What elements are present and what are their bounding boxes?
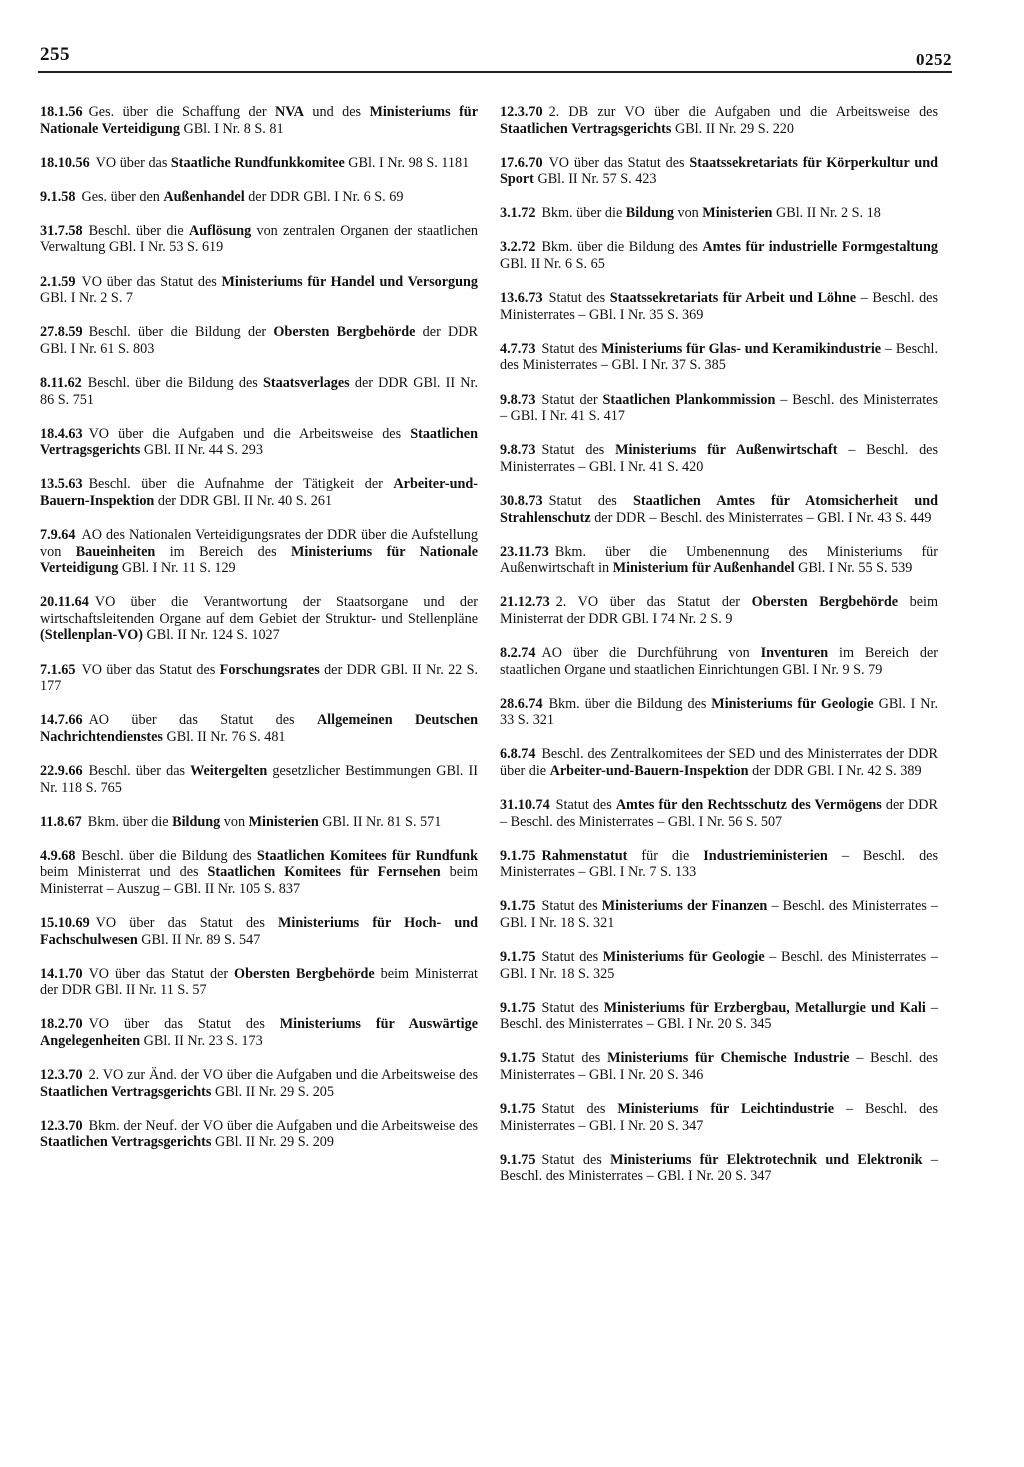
entry-subject: Staatlichen Vertragsgerichts	[40, 1083, 212, 1100]
entry-date: 9.1.58	[40, 188, 76, 205]
entry-date: 12.3.70	[40, 1117, 83, 1134]
entry-subject: Bildung	[172, 813, 221, 830]
entry-date: 9.1.75	[500, 898, 536, 915]
register-entry	[40, 763, 478, 796]
entry-date: 6.8.74	[500, 746, 536, 763]
entry-subject: Bildung	[625, 205, 674, 222]
entry-text: GBl. II Nr. 76 S. 481	[162, 728, 286, 745]
entry-text: Statut des	[541, 1101, 618, 1118]
entry-text: Statut des	[548, 492, 634, 509]
entry-text: Bkm. über die	[541, 205, 626, 222]
register-entry	[40, 966, 478, 999]
entry-date: 9.1.75	[500, 949, 536, 966]
entry-text: Bkm. über die Bildung des	[548, 695, 712, 712]
entry-date: 9.1.75	[500, 999, 536, 1016]
entry-date: 3.1.72	[500, 205, 536, 222]
entry-text: VO über die Verantwortung der Staatsorgane und der wirtschaftsleitenden Organe auf dem Gebiet der Struktur- und Stellenpläne	[40, 594, 478, 627]
entry-text: GBl. II Nr. 124 S. 1027	[142, 627, 280, 644]
entry-text: GBl. I Nr. 2 S. 7	[40, 290, 134, 307]
entry-date: 13.5.63	[40, 476, 83, 493]
entry-text: – Beschl. des Ministerrates – GBl. I Nr. 18 S. 321	[500, 898, 939, 931]
entry-subject: Ministeriums für Auswärtige Angelegenheiten	[40, 1016, 478, 1049]
entry-text: Statut des	[548, 290, 610, 307]
entry-subject: Obersten Bergbehörde	[751, 594, 899, 611]
entry-text: GBl. II Nr. 57 S. 423	[533, 171, 657, 188]
register-entry	[40, 848, 478, 898]
entry-date: 12.3.70	[500, 104, 543, 120]
entry-subject: Staatssekretariats für Arbeit und Löhne	[609, 290, 857, 307]
entry-date: 9.1.75	[500, 847, 536, 864]
page-header	[0, 0, 1024, 80]
register-entry	[40, 1016, 478, 1049]
register-entry	[500, 104, 938, 137]
entry-text: GBl. II Nr. 81 S. 571	[318, 813, 442, 830]
entry-text: für die	[627, 847, 704, 864]
entry-text: der DDR GBl. I Nr. 6 S. 69	[244, 188, 404, 205]
entry-text: VO über die Aufgaben und die Arbeitsweise des	[88, 425, 411, 442]
entry-text: Beschl. über die Bildung des	[81, 847, 257, 864]
entry-text: AO über die Durchführung von	[541, 644, 761, 661]
entry-date: 4.7.73	[500, 340, 536, 357]
entry-text: VO über das Statut des	[88, 1016, 280, 1033]
register-entry	[500, 239, 938, 272]
entry-subject: Ministeriums für Nationale Verteidigung	[40, 104, 478, 137]
register-entry	[500, 544, 938, 577]
register-entry	[40, 155, 478, 172]
entry-text: von zentralen Organen der staatlichen Verwaltung GBl. I Nr. 53 S. 619	[40, 222, 479, 256]
entry-subject: Forschungsrates	[219, 661, 320, 678]
entry-text: Statut des	[541, 898, 602, 915]
entry-text: Statut des	[541, 1050, 608, 1067]
entry-date: 7.1.65	[40, 661, 76, 678]
entry-date: 14.7.66	[40, 712, 83, 729]
entry-text: im Bereich der staatlichen Organe und staatlichen Einrichtungen GBl. I Nr. 9 S. 79	[500, 644, 939, 678]
entry-text: Beschl. des Zentralkomitees der SED und des Ministerrates der DDR über die	[500, 746, 938, 779]
entry-text: AO des Nationalen Verteidigungsrates der DDR über die Aufstellung von	[40, 527, 478, 560]
entry-text: Beschl. über die Bildung des	[87, 374, 263, 391]
entry-subject: Obersten Bergbehörde	[273, 324, 416, 341]
register-entry	[40, 712, 478, 745]
entry-text: Beschl. über das	[88, 762, 191, 779]
register-entry	[500, 746, 938, 779]
entry-subject: Weitergelten	[190, 762, 268, 779]
entry-text: – Beschl. des Ministerrates – GBl. I Nr. 41 S. 420	[500, 442, 938, 475]
entry-subject: Staatlichen Komitees für Rundfunk	[256, 847, 478, 864]
entry-text: GBl. II Nr. 44 S. 293	[140, 442, 263, 459]
register-entry	[500, 594, 938, 627]
entry-date: 31.7.58	[40, 222, 83, 239]
entry-text: – Beschl. des Ministerrates – GBl. I Nr. 20 S. 345	[500, 999, 938, 1033]
entry-text: GBl. I Nr. 8 S. 81	[179, 120, 284, 137]
entry-date: 9.1.75	[500, 1101, 536, 1118]
entry-subject: Ministerien	[248, 813, 319, 830]
entry-text: Bkm. über die	[87, 813, 173, 830]
entry-text: Statut des	[541, 999, 604, 1016]
entry-subject: Staatlichen Amtes für Atomsicherheit und Strahlenschutz	[500, 492, 938, 526]
entry-subject: Staatlichen Vertragsgerichts	[40, 425, 478, 459]
entry-text: GBl. II Nr. 2 S. 18	[772, 205, 881, 222]
register-entry	[40, 375, 478, 408]
entry-date: 18.2.70	[40, 1016, 83, 1033]
entry-subject: Baueinheiten	[75, 543, 156, 560]
register-entry	[500, 493, 938, 526]
register-entry	[500, 645, 938, 678]
entry-date: 15.10.69	[40, 915, 90, 931]
entry-text: VO über das Statut des	[81, 273, 222, 290]
entry-date: 9.8.73	[500, 442, 536, 459]
register-entry	[500, 949, 938, 982]
entry-date: 18.10.56	[40, 154, 90, 171]
register-entry	[500, 696, 938, 729]
entry-text: 2. VO über das Statut der	[555, 594, 752, 611]
entry-text: Beschl. über die Aufnahme der Tätigkeit der	[88, 476, 394, 493]
entry-text: im Bereich des	[155, 543, 292, 560]
register-entry	[500, 392, 938, 425]
register-entry	[40, 324, 478, 357]
entry-text: GBl. II Nr. 29 S. 209	[211, 1134, 334, 1151]
entry-subject: Ministeriums für Handel und Versorgung	[221, 273, 478, 290]
entry-subject: Rahmenstatut	[541, 847, 628, 864]
entry-subject: Staatlichen Vertragsgerichts	[500, 120, 672, 137]
entry-date: 18.4.63	[40, 425, 83, 442]
entry-date: 21.12.73	[500, 594, 550, 611]
entry-date: 3.2.72	[500, 239, 536, 256]
entry-text: VO über das Statut der	[88, 965, 235, 982]
register-entry	[500, 1101, 938, 1134]
entry-subject: Staatliche Rundfunkkomitee	[170, 154, 345, 171]
entry-text: – Beschl. des Ministerrates – GBl. I Nr. 7 S. 133	[500, 847, 938, 881]
entry-date: 23.11.73	[500, 543, 549, 560]
entry-subject: Ministeriums für Geologie	[602, 949, 765, 966]
entry-subject: Arbeiter-und-Bauern-Inspektion	[40, 476, 478, 509]
entry-text: Beschl. über die	[88, 222, 189, 239]
entry-date: 13.6.73	[500, 290, 543, 307]
entry-text: Statut der	[541, 391, 603, 408]
entry-subject: Ministeriums für Geologie	[711, 695, 874, 712]
entry-text: Beschl. über die Bildung der	[88, 324, 274, 341]
register-entry	[40, 1118, 478, 1151]
entry-date: 9.8.73	[500, 391, 536, 408]
entry-subject: Ministeriums für Glas- und Keramikindustrie	[601, 340, 882, 357]
entry-text: Bkm. über die Umbenennung des Ministeriums für Außenwirtschaft in	[500, 543, 938, 577]
entry-date: 8.11.62	[40, 374, 82, 391]
entry-date: 9.1.75	[500, 1050, 536, 1067]
register-entry	[500, 848, 938, 881]
entry-subject: Arbeiter-und-Bauern-Inspektion	[549, 762, 749, 779]
register-entry	[500, 205, 938, 222]
entry-text: VO über das Statut des	[95, 915, 279, 931]
entry-subject: Ministeriums für Elektrotechnik und Elektronik	[610, 1151, 923, 1168]
register-entry	[40, 426, 478, 459]
right-column	[500, 104, 938, 1185]
entry-text: VO über das Statut des	[548, 154, 690, 171]
register-entry	[500, 341, 938, 374]
entry-text: – Beschl. des Ministerrates – GBl. I Nr. 18 S. 325	[500, 949, 938, 982]
page-number-right: 0252	[916, 50, 952, 69]
entry-subject: Obersten Bergbehörde	[234, 965, 375, 982]
entry-text: Statut des	[541, 1151, 611, 1168]
entry-date: 4.9.68	[40, 847, 76, 864]
entry-text: Statut des	[541, 949, 603, 966]
entry-text: GBl. I Nr. 11 S. 129	[118, 560, 236, 577]
entry-subject: Staatsverlages	[262, 374, 350, 391]
entry-text: der DDR – Beschl. des Ministerrates – GBl. I Nr. 56 S. 507	[500, 797, 938, 830]
entry-text: beim Ministerrat der DDR GBl. I 74 Nr. 2 S. 9	[500, 594, 939, 627]
entry-date: 12.3.70	[40, 1067, 83, 1084]
register-entry	[40, 274, 478, 307]
entry-text: der DDR – Beschl. des Ministerrates – GBl. I Nr. 43 S. 449	[590, 509, 932, 526]
entry-text: und des	[303, 104, 370, 120]
entry-text: Statut des	[541, 340, 602, 357]
register-entry	[40, 1067, 478, 1100]
entry-subject: Auflösung	[188, 222, 252, 239]
entry-date: 9.1.75	[500, 1151, 536, 1168]
entry-text: Bkm. der Neuf. der VO über die Aufgaben und die Arbeitsweise des	[88, 1117, 478, 1134]
entry-text: GBl. II Nr. 29 S. 220	[671, 120, 794, 137]
register-entry	[500, 290, 938, 323]
entry-text: – Beschl. des Ministerrates – GBl. I Nr. 20 S. 346	[500, 1050, 938, 1084]
entry-subject: Ministeriums der Finanzen	[601, 898, 768, 915]
register-entry	[500, 1050, 938, 1083]
entry-date: 11.8.67	[40, 813, 82, 830]
entry-subject: (Stellenplan-VO)	[40, 627, 143, 644]
entry-subject: Ministerien	[702, 205, 773, 222]
entry-text: GBl. I Nr. 55 S. 539	[794, 560, 913, 577]
entry-subject: Ministeriums für Nationale Verteidigung	[40, 543, 479, 577]
entry-subject: Ministeriums für Leichtindustrie	[617, 1101, 835, 1118]
entry-subject: Ministeriums für Chemische Industrie	[607, 1050, 850, 1067]
entry-text: Bkm. über die Bildung des	[541, 239, 703, 256]
register-entry	[500, 797, 938, 830]
register-entry	[40, 223, 478, 256]
entry-subject: Industrieministerien	[703, 847, 828, 864]
entry-subject: Ministerium für Außenhandel	[612, 560, 795, 577]
entry-text: GBl. II Nr. 6 S. 65	[500, 256, 605, 273]
entry-date: 7.9.64	[40, 527, 76, 543]
entry-text: von	[220, 813, 249, 830]
entry-subject: Staatssekretariats für Körperkultur und Sport	[500, 154, 938, 188]
entry-subject: Amtes für den Rechtsschutz des Vermögens	[615, 797, 882, 814]
entry-text: Statut des	[555, 797, 616, 814]
register-entry	[40, 814, 478, 831]
entry-text: der DDR GBl. II Nr. 22 S. 177	[40, 661, 479, 695]
entry-date: 14.1.70	[40, 965, 83, 982]
register-entry	[40, 527, 478, 577]
entry-text: der DDR GBl. I Nr. 42 S. 389	[748, 762, 922, 779]
register-entry	[500, 1000, 938, 1033]
entry-date: 28.6.74	[500, 695, 543, 712]
entry-subject: Staatlichen Plankommission	[602, 391, 776, 408]
register-entry	[40, 594, 478, 644]
entry-text: – Beschl. des Ministerrates – GBl. I Nr. 20 S. 347	[500, 1151, 939, 1185]
entry-text: Ges. über den	[81, 188, 164, 205]
register-entry	[500, 1152, 938, 1185]
entry-subject: Ministeriums für Erzbergbau, Metallurgie und Kali	[603, 999, 926, 1016]
register-entry	[500, 898, 938, 931]
entry-text: – Beschl. des Ministerrates – GBl. I Nr. 37 S. 385	[500, 340, 938, 374]
header-rule	[38, 71, 952, 73]
entry-text: GBl. II Nr. 23 S. 173	[140, 1032, 263, 1049]
entry-text: der DDR GBl. II Nr. 40 S. 261	[154, 492, 333, 509]
register-entry	[40, 189, 478, 206]
entry-date: 8.2.74	[500, 644, 536, 661]
entry-text: beim Ministerrat und des	[40, 864, 208, 881]
entry-subject: Außenhandel	[163, 188, 245, 205]
entry-text: GBl. II Nr. 89 S. 547	[137, 931, 261, 948]
left-column	[40, 104, 478, 1151]
register-entry	[40, 662, 478, 695]
entry-date: 20.11.64	[40, 594, 89, 611]
register-entry	[40, 915, 478, 948]
entry-subject: Ministeriums für Hoch- und Fachschulwesen	[40, 915, 478, 948]
entry-date: 22.9.66	[40, 762, 83, 779]
entry-date: 30.8.73	[500, 492, 543, 509]
entry-subject: Inventuren	[760, 644, 829, 661]
register-entry	[40, 476, 478, 509]
entry-text: der DDR GBl. I Nr. 61 S. 803	[40, 324, 479, 357]
entry-text: 2. DB zur VO über die Aufgaben und die Arbeitsweise des	[548, 104, 938, 120]
entry-text: GBl. I Nr. 33 S. 321	[500, 695, 938, 729]
entry-text: Statut des	[541, 442, 616, 459]
entry-subject: Amtes für industrielle Formgestaltung	[702, 239, 938, 256]
entry-subject: Staatlichen Vertragsgerichts	[40, 1134, 212, 1151]
entry-subject: Allgemeinen Deutschen Nachrichtendienstes	[40, 712, 478, 745]
entry-date: 18.1.56	[40, 104, 83, 120]
entry-text: VO über das Statut des	[81, 661, 220, 678]
entry-subject: Ministeriums für Außenwirtschaft	[615, 442, 838, 459]
entry-text: beim Ministerrat – Auszug – GBl. II Nr. 105 S. 837	[40, 864, 478, 897]
register-entry	[500, 442, 938, 475]
entry-text: GBl. I Nr. 98 S. 1181	[344, 154, 470, 171]
entry-text: – Beschl. des Ministerrates – GBl. I Nr. 35 S. 369	[500, 290, 938, 323]
entry-date: 17.6.70	[500, 154, 543, 171]
entry-text: 2. VO zur Änd. der VO über die Aufgaben und die Arbeitsweise des	[88, 1067, 478, 1084]
page-number-left: 255	[40, 44, 70, 65]
entry-text: – Beschl. des Ministerrates – GBl. I Nr. 41 S. 417	[500, 391, 938, 425]
entry-text: beim Ministerrat der DDR GBl. II Nr. 11 S. 57	[40, 965, 478, 999]
entry-text: der DDR GBl. II Nr. 86 S. 751	[40, 374, 478, 408]
entry-subject: NVA	[275, 104, 304, 120]
register-entry	[40, 104, 478, 137]
entry-date: 27.8.59	[40, 324, 83, 341]
entry-text: – Beschl. des Ministerrates – GBl. I Nr. 20 S. 347	[500, 1101, 938, 1134]
register-entry	[500, 155, 938, 188]
entry-date: 31.10.74	[500, 797, 550, 814]
entry-text: gesetzlicher Bestimmungen GBl. II Nr. 118 S. 765	[40, 762, 478, 796]
entry-text: VO über das	[95, 154, 171, 171]
entry-subject: Staatlichen Komitees für Fernsehen	[207, 864, 441, 881]
entry-text: von	[673, 205, 703, 222]
entry-text: Ges. über die Schaffung der	[88, 104, 276, 120]
entry-date: 2.1.59	[40, 273, 76, 290]
entry-text: AO über das Statut des	[88, 712, 317, 729]
entry-text: GBl. II Nr. 29 S. 205	[211, 1083, 334, 1100]
